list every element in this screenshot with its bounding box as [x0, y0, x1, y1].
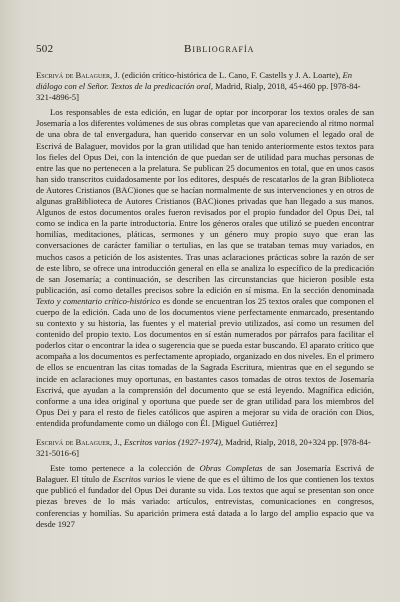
entry-author: Escrivá de Balaguer, J.: [36, 70, 120, 80]
book-review: [36, 70, 374, 429]
italic-text: Obras Completas: [199, 463, 263, 474]
entry-publication: , Madrid, Rialp, 2018, 20+324 pp. [978-84-321-5016-6]: [36, 437, 371, 459]
paragraph-text: es donde se encuentran los 25 textos orales que componen el cuerpo de la edición. Cada uno de los documentos viene perfectamente enmarcado, presentando su contexto y su historia, las fuentes y el material previo utilizados, así como un resumen del contenido del propio texto. Los documentos en sí están numerados por párrafos para facilitar el poderlos citar o encontrar la idea o sugerencia que se pueda estar buscando. El aparato crítico que acompaña a los documentos es perfectamente apropiado, organizado en dos niveles. En el primero de ellos se encuentran las citas tomadas de la Sagrada Escritura, mientras que en el segundo se incide en aclaraciones muy oportunas, en bastantes casos tomadas de otros textos de Josemaría Escrivá, que ayudan a la comprensión del documento que se está leyendo. Magnífica edición, conforme a una idea original y oportuna que puede ser de gran utilidad para los miembros del Opus Dei y para el resto de fieles católicos que aspiren a mejorar su vida de oración con Dios, entendida profundamente como un diálogo con Él. [Miguel Gutiérrez]: [36, 295, 374, 428]
entry-title: En diálogo con el Señor. Textos de la predicación oral: [36, 70, 352, 92]
page-header: [36, 43, 364, 57]
bibliographic-entry: [36, 437, 374, 459]
bibliographic-entry: [36, 70, 374, 103]
running-head: Bibliografía: [184, 43, 255, 55]
paragraph-text: Este tomo pertenece a la colección de: [50, 463, 200, 474]
italic-text: Texto y comentario crítico-histórico: [36, 295, 161, 306]
page-number: 502: [36, 43, 54, 55]
entry-title: Escritos varios (1927-1974): [124, 437, 221, 447]
paragraph-text: le viene de que es el último de los que contienen los textos que publicó el fundador del Opus Dei durante su vida. Los textos que aquí se presentan son once piezas breves de lo más variado: artículos, entrevistas, comunicaciones en congresos, conferencias y homilías. Su aparición primera está datada a lo largo del amplio espacio que va desde 1927: [36, 474, 374, 529]
entry-publication: , Madrid, Rialp, 2018, 45+460 pp. [978-84-321-4896-5]: [36, 81, 361, 103]
entry-editors: (edición crítico-histórica de L. Cano, F. Castells y J. A. Loarte),: [119, 70, 343, 80]
page-content: [36, 70, 374, 538]
italic-text: Escritos varios: [112, 474, 166, 485]
paragraph-text: Los responsables de esta edición, en lugar de optar por incorporar los textos orales de san Josemaría a los diferentes volúmenes de sus obras completas que van apareciendo al ritmo normal de una obra de tal envergadura, han querido conservar en un solo volumen el legado oral de Escrivá de Balaguer, movidos por la gran utilidad que han tenido anteriormente estos textos para los fieles del Opus Dei, con la intención de que puedan ser de utilidad para muchas personas de entre las que no pertenecen a la prelatura. Se publican 25 documentos en total, que en unos casos han sido transcritos cuidadosamente por los editores, después de rescatarlos de la gran Biblioteca de Autores Cristianos (BAC)iones que se hacían normalmente de sus intervenciones y en otros de algunas graBiblioteca de Autores Cristianos (BAC)iones privadas que han llegado a sus manos. Algunos de estos documentos orales fueron revisados por el propio fundador del Opus Dei, tal como se indica en la parte introductoria. Entre los géneros orales que utilizó se pueden encontrar homilías, meditaciones, pláticas, sermones y un género muy propio suyo que eran las conversaciones de carácter familiar o tertulias, en las que se trataban temas muy variados, en muchos casos a petición de los asistentes. Tras unas aclaraciones prácticas sobre la razón de ser de este libro, se ofrece una introducción general en ella se analiza lo específico de la predicación de san Josemaría; a continuación, se describen las circunstancias que hicieron posible esta publicación, así como detalles precisos sobre la edición en sí misma. En la sección denominada: [36, 107, 374, 295]
review-paragraph: [36, 107, 374, 429]
book-review: [36, 437, 374, 530]
paragraph-text: de san Josemaría Escrivá de Balaguer. El título de: [36, 463, 374, 485]
review-paragraph: [36, 463, 374, 530]
entry-author: Escrivá de Balaguer, J.: [36, 437, 120, 447]
entry-editors: ,: [119, 437, 125, 447]
